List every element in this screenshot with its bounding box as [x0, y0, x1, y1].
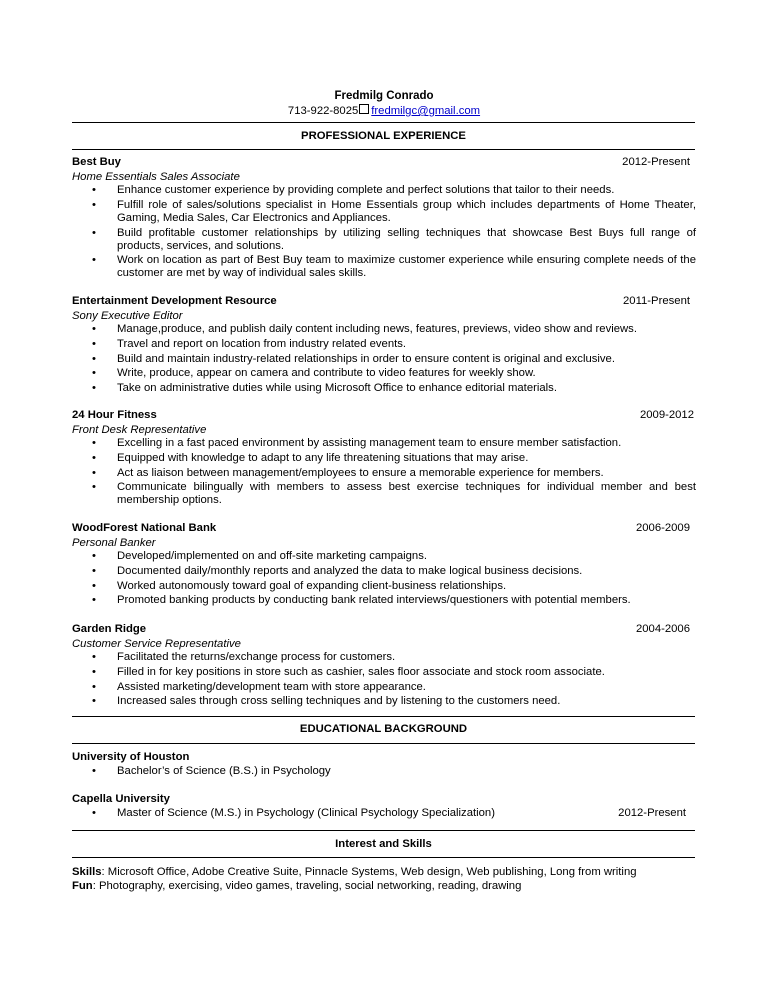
- email-link[interactable]: fredmilgc@gmail.com: [371, 105, 481, 117]
- section-title-education: EDUCATIONAL BACKGROUND: [299, 723, 468, 735]
- job-title: Home Essentials Sales Associate: [72, 171, 240, 183]
- divider: [72, 716, 695, 717]
- job-bullets: [72, 323, 696, 395]
- job-entry: [72, 623, 696, 710]
- degree-text: Master of Science (M.S.) in Psychology (Clinical Psychology Specialization): [117, 807, 495, 819]
- bullet-item: • Build and maintain industry-related relationships in order to ensure content is original and exclusive.: [72, 353, 696, 366]
- company-name: WoodForest National Bank: [72, 522, 217, 534]
- bullet-item: • Filled in for key positions in store such as cashier, sales floor associate and stock room associate.: [72, 666, 696, 679]
- bullet-item: • Travel and report on location from industry related events.: [72, 338, 696, 351]
- divider: [72, 122, 695, 123]
- company-name: Best Buy: [72, 156, 121, 168]
- degree-line: [72, 764, 696, 778]
- divider: [72, 149, 695, 150]
- job-title: Front Desk Representative: [72, 424, 207, 436]
- bullet-item: • Work on location as part of Best Buy team to maximize customer experience while ensuring complete needs of the customer are met by way of individual sales skills.: [72, 254, 696, 280]
- job-entry: [72, 409, 696, 509]
- bullet-item: • Build profitable customer relationships by utilizing selling techniques that showcase Best Buys full range of products, services, and solutions.: [72, 227, 696, 253]
- skills-label: Skills: [72, 866, 102, 878]
- education-entry: [72, 750, 696, 778]
- divider: [72, 830, 695, 831]
- bullet-item: • Documented daily/monthly reports and analyzed the data to make logical business decisions.: [72, 565, 696, 578]
- bullet-item: • Act as liaison between management/employees to ensure a memorable experience for members.: [72, 467, 696, 480]
- bullet-item: • Promoted banking products by conducting bank related interviews/questioners with potential members.: [72, 594, 696, 607]
- degree-line: [72, 806, 696, 820]
- job-bullets: [72, 651, 696, 708]
- fun-line: [72, 879, 712, 893]
- job-dates: 2009-2012: [639, 409, 694, 421]
- phone-number: 713-922-8025: [287, 105, 359, 117]
- skills-line: [72, 865, 712, 879]
- education-entry: [72, 792, 696, 820]
- section-title-skills: Interest and Skills: [335, 838, 432, 850]
- skills-text: : Microsoft Office, Adobe Creative Suite, Pinnacle Systems, Web design, Web publishing, Long from writing: [101, 866, 637, 878]
- bullet-item: • Worked autonomously toward goal of expanding client-business relationships.: [72, 580, 696, 593]
- education-dates: 2012-Present: [618, 807, 686, 819]
- job-dates: 2004-2006: [635, 623, 690, 635]
- school-name: Capella University: [72, 793, 170, 805]
- contact-line: [0, 104, 768, 117]
- bullet-item: • Fulfill role of sales/solutions specialist in Home Essentials group which includes departments of Home Theater, Gaming, Media Sales, Car Electronics and Appliances.: [72, 199, 696, 225]
- bullet-item: • Facilitated the returns/exchange process for customers.: [72, 651, 696, 664]
- job-title: Customer Service Representative: [72, 638, 241, 650]
- job-entry: [72, 156, 696, 282]
- job-dates: 2012-Present: [622, 156, 690, 168]
- job-dates: 2011-Present: [623, 295, 690, 307]
- bullet-item: • Assisted marketing/development team with store appearance.: [72, 681, 696, 694]
- separator-box-icon: [359, 104, 369, 114]
- divider: [72, 857, 695, 858]
- job-dates: 2006-2009: [635, 522, 690, 534]
- job-entry: [72, 522, 696, 609]
- company-name: Entertainment Development Resource: [72, 295, 277, 307]
- company-name: Garden Ridge: [72, 623, 147, 635]
- bullet-item: • Developed/implemented on and off-site marketing campaigns.: [72, 550, 696, 563]
- bullet-item: • Manage,produce, and publish daily content including news, features, previews, video show and reviews.: [72, 323, 696, 336]
- degree-text: Bachelor’s of Science (B.S.) in Psychology: [117, 765, 331, 777]
- school-name: University of Houston: [72, 751, 190, 763]
- fun-text: : Photography, exercising, video games, traveling, social networking, reading, drawing: [92, 880, 522, 892]
- job-bullets: [72, 550, 696, 607]
- resume-name: Fredmilg Conrado: [334, 90, 434, 102]
- job-title: Sony Executive Editor: [72, 310, 183, 322]
- bullet-item: • Take on administrative duties while using Microsoft Office to enhance editorial materials.: [72, 382, 696, 395]
- bullet-item: • Communicate bilingually with members to assess best exercise techniques for individual member and best membership options.: [72, 481, 696, 507]
- section-title-experience: PROFESSIONAL EXPERIENCE: [301, 130, 466, 142]
- bullet-item: • Excelling in a fast paced environment by assisting management team to ensure member satisfaction.: [72, 437, 696, 450]
- company-name: 24 Hour Fitness: [72, 409, 157, 421]
- job-entry: [72, 295, 696, 397]
- fun-label: Fun: [72, 880, 93, 892]
- job-title: Personal Banker: [72, 537, 156, 549]
- skills-block: [72, 865, 712, 893]
- bullet-item: • Enhance customer experience by providing complete and perfect solutions that tailor to their needs.: [72, 184, 696, 197]
- job-bullets: [72, 437, 696, 507]
- bullet-item: • Equipped with knowledge to adapt to any life threatening situations that may arise.: [72, 452, 696, 465]
- bullet-item: • Write, produce, appear on camera and contribute to video features for weekly show.: [72, 367, 696, 380]
- divider: [72, 743, 695, 744]
- bullet-item: • Increased sales through cross selling techniques and by listening to the customers need.: [72, 695, 696, 708]
- job-bullets: [72, 184, 696, 280]
